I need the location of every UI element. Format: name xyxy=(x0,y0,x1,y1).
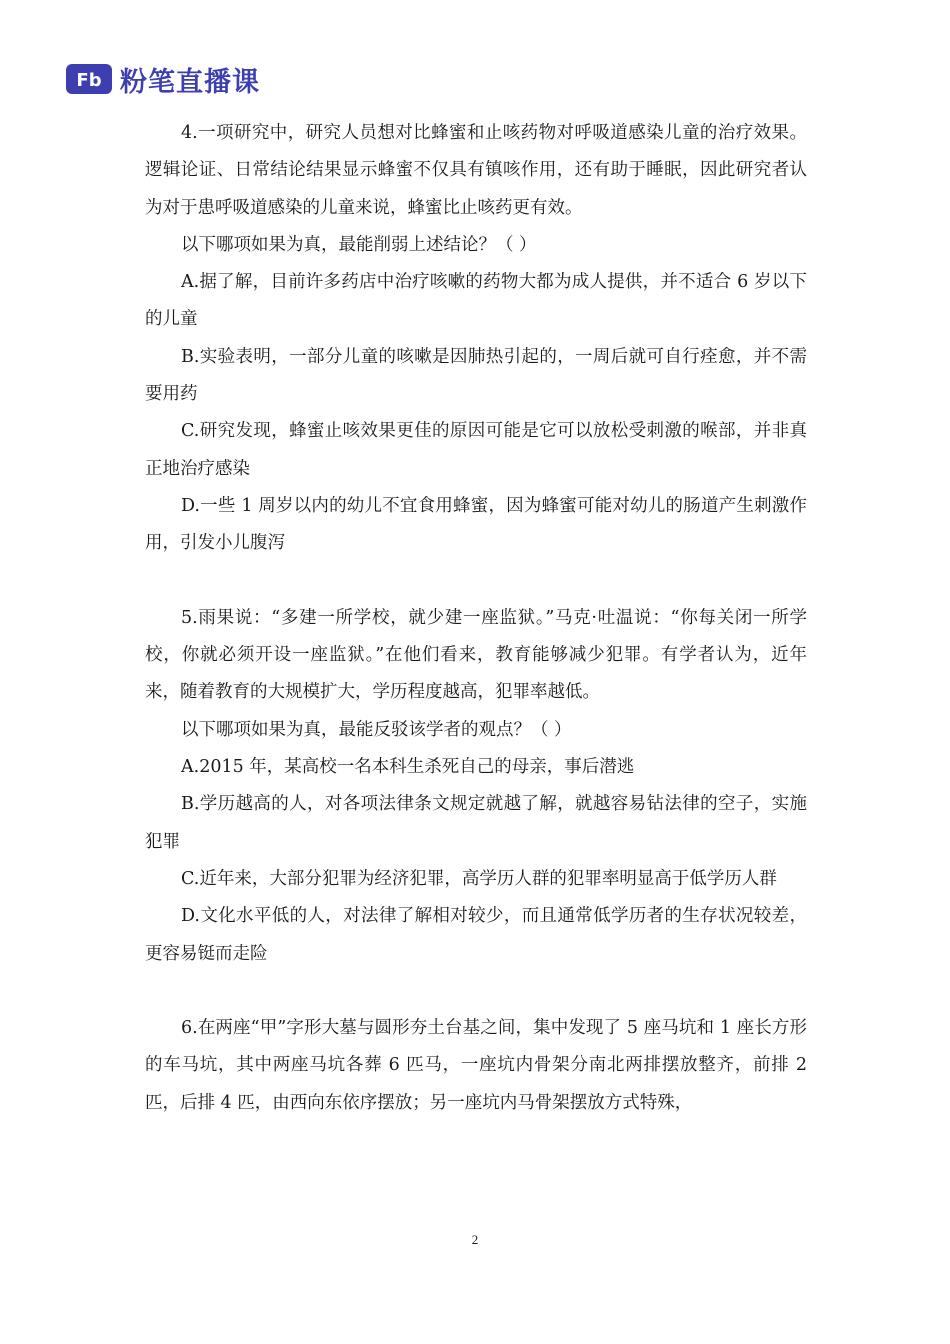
q4-option-d: D.一些 1 周岁以内的幼儿不宜食用蜂蜜，因为蜂蜜可能对幼儿的肠道产生刺激作用，引发小儿腹泻 xyxy=(145,495,807,554)
q5-stem: 5.雨果说：“多建一所学校，就少建一座监狱。”马克·吐温说：“你每关闭一所学校，你就必须开设一座监狱。”在他们看来，教育能够减少犯罪。有学者认为，近年来，随着教育的大规模扩大，学历程度越高，犯罪率越低。 xyxy=(145,607,807,703)
q5-option-b: B.学历越高的人，对各项法律条文规定就越了解，就越容易钻法律的空子，实施犯罪 xyxy=(145,794,807,852)
spacer xyxy=(145,563,807,600)
question-content xyxy=(145,115,807,1122)
q4-option-a: A.据了解，目前许多药店中治疗咳嗽的药物大都为成人提供，并不适合 6 岁以下的儿童 xyxy=(145,272,807,330)
q5-option-c: C.近年来，大部分犯罪为经济犯罪，高学历人群的犯罪率明显高于低学历人群 xyxy=(181,868,777,889)
brand-name: 粉笔直播课 xyxy=(120,66,260,98)
brand-logo xyxy=(66,62,260,96)
q4-prompt: 以下哪项如果为真，最能削弱上述结论？（ ） xyxy=(181,234,537,255)
logo-mark-text: Fb xyxy=(76,70,102,91)
q5-option-d: D.文化水平低的人，对法律了解相对较少，而且通常低学历者的生存状况较差，更容易铤而走险 xyxy=(145,906,807,964)
q5-option-a: A.2015 年，某高校一名本科生杀死自己的母亲，事后潜逃 xyxy=(181,757,635,778)
fb-logo-icon xyxy=(66,64,112,94)
q4-option-c: C.研究发现，蜂蜜止咳效果更佳的原因可能是它可以放松受刺激的喉部，并非真正地治疗感染 xyxy=(145,421,807,479)
q4-option-b: B.实验表明，一部分儿童的咳嗽是因肺热引起的，一周后就可自行痊愈，并不需要用药 xyxy=(145,346,807,405)
spacer xyxy=(145,973,807,1010)
q6-stem: 6.在两座“甲”字形大墓与圆形夯土台基之间，集中发现了 5 座马坑和 1 座长方形的车马坑，其中两座马坑各葬 6 匹马，一座坑内骨架分南北两排摆放整齐，前排 2 匹，后排 4 匹，由西向东依序摆放；另一座坑内马骨架摆放方式特殊， xyxy=(145,1018,807,1113)
q4-stem: 4.一项研究中，研究人员想对比蜂蜜和止咳药物对呼吸道感染儿童的治疗效果。逻辑论证、日常结论结果显示蜂蜜不仅具有镇咳作用，还有助于睡眠，因此研究者认为对于患呼吸道感染的儿童来说，蜂蜜比止咳药更有效。 xyxy=(145,123,807,218)
page-number: 2 xyxy=(471,1232,479,1247)
q5-prompt: 以下哪项如果为真，最能反驳该学者的观点？（ ） xyxy=(181,719,572,740)
